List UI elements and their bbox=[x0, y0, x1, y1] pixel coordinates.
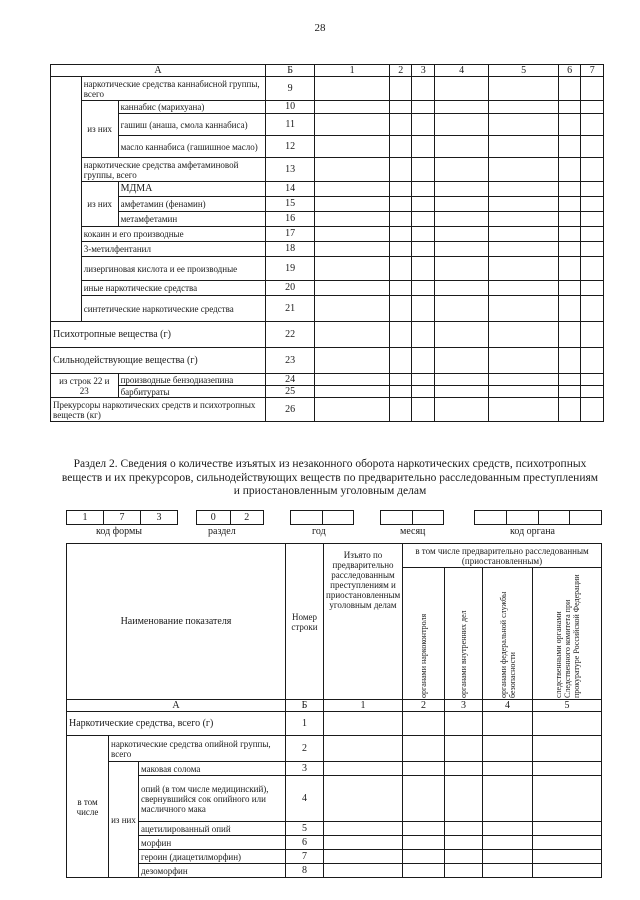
table-section2 bbox=[66, 543, 602, 878]
col-letter-b: Б bbox=[286, 700, 324, 712]
data-cell[interactable] bbox=[315, 374, 390, 386]
row-code: 16 bbox=[266, 212, 315, 227]
row-label: кокаин и его производные bbox=[81, 227, 265, 242]
data-cell[interactable] bbox=[445, 822, 483, 836]
data-cell[interactable] bbox=[558, 242, 581, 257]
data-cell[interactable] bbox=[558, 348, 581, 374]
data-cell[interactable] bbox=[581, 281, 604, 296]
header-row-number: Номер строки bbox=[286, 544, 324, 700]
data-cell[interactable] bbox=[412, 158, 435, 182]
row-code: 21 bbox=[266, 296, 315, 322]
data-cell[interactable] bbox=[403, 836, 445, 850]
data-cell[interactable] bbox=[315, 227, 390, 242]
data-cell[interactable] bbox=[434, 398, 488, 422]
col-header-a: А bbox=[51, 65, 266, 77]
data-cell[interactable] bbox=[403, 864, 445, 878]
data-cell[interactable] bbox=[581, 374, 604, 386]
form-code-digit: 7 bbox=[104, 511, 141, 524]
row-code: 7 bbox=[286, 850, 324, 864]
form-code-boxes[interactable] bbox=[66, 510, 178, 525]
header-col-internal-affairs: органами внутренних дел bbox=[459, 609, 468, 698]
data-cell[interactable] bbox=[434, 322, 488, 348]
data-cell[interactable] bbox=[434, 158, 488, 182]
data-cell[interactable] bbox=[445, 850, 483, 864]
data-cell[interactable] bbox=[412, 296, 435, 322]
row-label: опий (в том числе медицинский), свернувшийся сок опийного или масличного мака bbox=[139, 776, 286, 822]
data-cell[interactable] bbox=[533, 736, 602, 762]
row-code: 15 bbox=[266, 197, 315, 212]
data-cell[interactable] bbox=[412, 227, 435, 242]
row-label: синтетические наркотические средства bbox=[81, 296, 265, 322]
row-code: 12 bbox=[266, 136, 315, 158]
data-cell[interactable] bbox=[389, 197, 412, 212]
row-code: 17 bbox=[266, 227, 315, 242]
month-digit bbox=[381, 511, 413, 524]
row-code: 20 bbox=[266, 281, 315, 296]
data-cell[interactable] bbox=[412, 386, 435, 398]
v-tom-chisle-label: в том числе bbox=[67, 736, 109, 878]
data-cell[interactable] bbox=[315, 348, 390, 374]
header-col-fsb: органами федеральной службы безопасности bbox=[498, 591, 517, 698]
data-cell[interactable] bbox=[412, 182, 435, 197]
year-label: год bbox=[312, 526, 326, 537]
data-cell[interactable] bbox=[581, 296, 604, 322]
col-letter-5: 5 bbox=[533, 700, 602, 712]
data-cell[interactable] bbox=[403, 762, 445, 776]
data-cell[interactable] bbox=[489, 136, 559, 158]
data-cell[interactable] bbox=[389, 227, 412, 242]
organ-code-digit bbox=[539, 511, 571, 524]
data-cell[interactable] bbox=[412, 136, 435, 158]
row-code: 6 bbox=[286, 836, 324, 850]
data-cell[interactable] bbox=[403, 850, 445, 864]
row-label: каннабис (марихуана) bbox=[118, 101, 265, 114]
data-cell[interactable] bbox=[445, 776, 483, 822]
data-cell[interactable] bbox=[558, 158, 581, 182]
data-cell[interactable] bbox=[324, 864, 403, 878]
data-cell[interactable] bbox=[389, 398, 412, 422]
row-code: 22 bbox=[266, 322, 315, 348]
data-cell[interactable] bbox=[581, 212, 604, 227]
data-cell[interactable] bbox=[434, 386, 488, 398]
col-letter-4: 4 bbox=[483, 700, 533, 712]
data-cell[interactable] bbox=[389, 101, 412, 114]
data-cell[interactable] bbox=[315, 158, 390, 182]
data-cell[interactable] bbox=[434, 77, 488, 101]
data-cell[interactable] bbox=[412, 212, 435, 227]
row-code: 1 bbox=[286, 712, 324, 736]
data-cell[interactable] bbox=[412, 374, 435, 386]
form-code-digit: 1 bbox=[67, 511, 104, 524]
row-label: 3-метилфентанил bbox=[81, 242, 265, 257]
month-digit bbox=[413, 511, 444, 524]
data-cell[interactable] bbox=[315, 398, 390, 422]
row-label: производные бензодиазепина bbox=[118, 374, 265, 386]
data-cell[interactable] bbox=[434, 101, 488, 114]
row-label: лизергиновая кислота и ее производные bbox=[81, 257, 265, 281]
data-cell[interactable] bbox=[389, 212, 412, 227]
data-cell[interactable] bbox=[581, 136, 604, 158]
row-label: барбитураты bbox=[118, 386, 265, 398]
iz-nih-label: из них bbox=[81, 182, 118, 227]
section2-title: Раздел 2. Сведения о количестве изъятых из незаконного оборота наркотических средств, психотропных веществ и их прекурсоров, сильнодействующих веществ по предварительно расследованным преступлениям и приостановленным уголовным делам bbox=[61, 458, 599, 497]
data-cell[interactable] bbox=[389, 158, 412, 182]
col-letter-a: А bbox=[67, 700, 286, 712]
data-cell[interactable] bbox=[558, 197, 581, 212]
data-cell[interactable] bbox=[489, 374, 559, 386]
data-cell[interactable] bbox=[315, 386, 390, 398]
data-cell[interactable] bbox=[581, 257, 604, 281]
data-cell[interactable] bbox=[434, 242, 488, 257]
data-cell[interactable] bbox=[558, 114, 581, 136]
data-cell[interactable] bbox=[434, 114, 488, 136]
data-cell[interactable] bbox=[581, 101, 604, 114]
row-code: 3 bbox=[286, 762, 324, 776]
row-code: 14 bbox=[266, 182, 315, 197]
data-cell[interactable] bbox=[389, 77, 412, 101]
data-cell[interactable] bbox=[403, 776, 445, 822]
data-cell[interactable] bbox=[324, 776, 403, 822]
data-cell[interactable] bbox=[489, 182, 559, 197]
row-code: 19 bbox=[266, 257, 315, 281]
data-cell[interactable] bbox=[412, 197, 435, 212]
row-code: 25 bbox=[266, 386, 315, 398]
data-cell[interactable] bbox=[315, 281, 390, 296]
data-cell[interactable] bbox=[315, 101, 390, 114]
section-code-digit: 0 bbox=[197, 511, 231, 524]
row-code: 10 bbox=[266, 101, 315, 114]
data-cell[interactable] bbox=[315, 114, 390, 136]
row-code: 18 bbox=[266, 242, 315, 257]
data-cell[interactable] bbox=[489, 398, 559, 422]
data-cell[interactable] bbox=[483, 762, 533, 776]
data-cell[interactable] bbox=[324, 822, 403, 836]
data-cell[interactable] bbox=[558, 212, 581, 227]
col-header-7: 7 bbox=[581, 65, 604, 77]
data-cell[interactable] bbox=[434, 227, 488, 242]
data-cell[interactable] bbox=[533, 836, 602, 850]
iz-nih-label: из них bbox=[81, 101, 118, 158]
data-cell[interactable] bbox=[483, 836, 533, 850]
form-code-digit: 3 bbox=[156, 512, 162, 523]
data-cell[interactable] bbox=[412, 101, 435, 114]
col-header-1: 1 bbox=[315, 65, 390, 77]
row-code: 24 bbox=[266, 374, 315, 386]
data-cell[interactable] bbox=[389, 257, 412, 281]
data-cell[interactable] bbox=[489, 257, 559, 281]
data-cell[interactable] bbox=[581, 114, 604, 136]
row-code: 2 bbox=[286, 736, 324, 762]
data-cell[interactable] bbox=[558, 101, 581, 114]
data-cell[interactable] bbox=[558, 227, 581, 242]
row-code: 23 bbox=[266, 348, 315, 374]
data-cell[interactable] bbox=[315, 77, 390, 101]
data-cell[interactable] bbox=[403, 712, 445, 736]
data-cell[interactable] bbox=[389, 242, 412, 257]
row-label: гашиш (анаша, смола каннабиса) bbox=[118, 114, 265, 136]
row-label: масло каннабиса (гашишное масло) bbox=[118, 136, 265, 158]
data-cell[interactable] bbox=[434, 197, 488, 212]
data-cell[interactable] bbox=[324, 712, 403, 736]
col-letter-1: 1 bbox=[324, 700, 403, 712]
data-cell[interactable] bbox=[315, 136, 390, 158]
month-label: месяц bbox=[400, 526, 426, 537]
data-cell[interactable] bbox=[581, 227, 604, 242]
data-cell[interactable] bbox=[324, 762, 403, 776]
data-cell[interactable] bbox=[533, 822, 602, 836]
section-code-digit: 2 bbox=[244, 512, 250, 523]
data-cell[interactable] bbox=[434, 182, 488, 197]
row-code: 5 bbox=[286, 822, 324, 836]
row-label: дезоморфин bbox=[139, 864, 286, 878]
data-cell[interactable] bbox=[324, 850, 403, 864]
data-cell[interactable] bbox=[434, 281, 488, 296]
data-cell[interactable] bbox=[533, 776, 602, 822]
row-label: Наркотические средства, всего (г) bbox=[67, 712, 286, 736]
col-header-2: 2 bbox=[389, 65, 412, 77]
header-seized: Изъято по предварительно расследованным преступлениям и приостановленным уголовным делам bbox=[324, 544, 403, 700]
data-cell[interactable] bbox=[412, 281, 435, 296]
data-cell[interactable] bbox=[483, 850, 533, 864]
data-cell[interactable] bbox=[581, 182, 604, 197]
data-cell[interactable] bbox=[558, 386, 581, 398]
data-cell[interactable] bbox=[581, 242, 604, 257]
data-cell[interactable] bbox=[412, 257, 435, 281]
data-cell[interactable] bbox=[489, 322, 559, 348]
month-boxes[interactable] bbox=[380, 510, 444, 525]
data-cell[interactable] bbox=[324, 736, 403, 762]
row-label: иные наркотические средства bbox=[81, 281, 265, 296]
data-cell[interactable] bbox=[483, 864, 533, 878]
data-cell[interactable] bbox=[558, 136, 581, 158]
organ-code-boxes[interactable] bbox=[474, 510, 602, 525]
section-code-label: раздел bbox=[208, 526, 236, 537]
table-section1-continued bbox=[50, 64, 604, 422]
row-label: ацетилированный опий bbox=[139, 822, 286, 836]
row-label: наркотические средства амфетаминовой группы, всего bbox=[81, 158, 265, 182]
data-cell[interactable] bbox=[412, 114, 435, 136]
form-code-label: код формы bbox=[96, 526, 143, 537]
row-label: морфин bbox=[139, 836, 286, 850]
data-cell[interactable] bbox=[558, 257, 581, 281]
data-cell[interactable] bbox=[489, 77, 559, 101]
data-cell[interactable] bbox=[581, 386, 604, 398]
data-cell[interactable] bbox=[434, 296, 488, 322]
data-cell[interactable] bbox=[389, 114, 412, 136]
data-cell[interactable] bbox=[483, 736, 533, 762]
year-digit bbox=[323, 511, 354, 524]
year-digit bbox=[291, 511, 323, 524]
organ-code-digit bbox=[570, 511, 601, 524]
data-cell[interactable] bbox=[489, 114, 559, 136]
data-cell[interactable] bbox=[412, 322, 435, 348]
data-cell[interactable] bbox=[489, 212, 559, 227]
organ-code-label: код органа bbox=[510, 526, 555, 537]
organ-code-digit bbox=[507, 511, 539, 524]
data-cell[interactable] bbox=[315, 296, 390, 322]
data-cell[interactable] bbox=[489, 348, 559, 374]
data-cell[interactable] bbox=[581, 158, 604, 182]
header-col-investigative-committee: следственными органами Следственного комитета при прокуратуре Российской Федерации bbox=[553, 573, 581, 698]
data-cell[interactable] bbox=[581, 398, 604, 422]
iz-nih-label: из них bbox=[109, 762, 139, 878]
data-cell[interactable] bbox=[445, 712, 483, 736]
data-cell[interactable] bbox=[581, 348, 604, 374]
data-cell[interactable] bbox=[581, 197, 604, 212]
data-cell[interactable] bbox=[558, 182, 581, 197]
data-cell[interactable] bbox=[483, 776, 533, 822]
header-including: в том числе предварительно расследованным (приостановленным) bbox=[403, 544, 602, 568]
row-code: 26 bbox=[266, 398, 315, 422]
row-label: героин (диацетилморфин) bbox=[139, 850, 286, 864]
data-cell[interactable] bbox=[489, 227, 559, 242]
row-label: Сильнодействующие вещества (г) bbox=[51, 348, 266, 374]
data-cell[interactable] bbox=[483, 712, 533, 736]
indent-cell bbox=[51, 77, 82, 322]
data-cell[interactable] bbox=[315, 322, 390, 348]
section-code-boxes[interactable] bbox=[196, 510, 264, 525]
data-cell[interactable] bbox=[412, 77, 435, 101]
data-cell[interactable] bbox=[389, 374, 412, 386]
data-cell[interactable] bbox=[412, 348, 435, 374]
row-code: 11 bbox=[266, 114, 315, 136]
data-cell[interactable] bbox=[581, 322, 604, 348]
data-cell[interactable] bbox=[533, 864, 602, 878]
data-cell[interactable] bbox=[581, 77, 604, 101]
row-label: метамфетамин bbox=[118, 212, 265, 227]
data-cell[interactable] bbox=[315, 242, 390, 257]
col-header-6: 6 bbox=[558, 65, 581, 77]
data-cell[interactable] bbox=[403, 822, 445, 836]
data-cell[interactable] bbox=[533, 712, 602, 736]
data-cell[interactable] bbox=[434, 374, 488, 386]
col-letter-2: 2 bbox=[403, 700, 445, 712]
data-cell[interactable] bbox=[533, 762, 602, 776]
data-cell[interactable] bbox=[489, 101, 559, 114]
data-cell[interactable] bbox=[434, 348, 488, 374]
organ-code-digit bbox=[475, 511, 507, 524]
data-cell[interactable] bbox=[315, 257, 390, 281]
data-cell[interactable] bbox=[389, 348, 412, 374]
data-cell[interactable] bbox=[533, 850, 602, 864]
data-cell[interactable] bbox=[445, 864, 483, 878]
row-label: наркотические средства каннабисной группы, всего bbox=[81, 77, 265, 101]
iz-strok-label: из строк 22 и 23 bbox=[51, 374, 119, 398]
data-cell[interactable] bbox=[389, 182, 412, 197]
data-cell[interactable] bbox=[558, 77, 581, 101]
data-cell[interactable] bbox=[558, 398, 581, 422]
data-cell[interactable] bbox=[389, 281, 412, 296]
data-cell[interactable] bbox=[489, 386, 559, 398]
data-cell[interactable] bbox=[489, 158, 559, 182]
data-cell[interactable] bbox=[324, 836, 403, 850]
data-cell[interactable] bbox=[389, 322, 412, 348]
col-header-3: 3 bbox=[412, 65, 435, 77]
col-header-b: Б bbox=[266, 65, 315, 77]
data-cell[interactable] bbox=[445, 836, 483, 850]
data-cell[interactable] bbox=[434, 257, 488, 281]
data-cell[interactable] bbox=[412, 398, 435, 422]
data-cell[interactable] bbox=[315, 182, 390, 197]
data-cell[interactable] bbox=[558, 374, 581, 386]
data-cell[interactable] bbox=[389, 296, 412, 322]
data-cell[interactable] bbox=[315, 197, 390, 212]
data-cell[interactable] bbox=[489, 281, 559, 296]
col-header-4: 4 bbox=[434, 65, 488, 77]
data-cell[interactable] bbox=[389, 136, 412, 158]
data-cell[interactable] bbox=[489, 242, 559, 257]
data-cell[interactable] bbox=[558, 281, 581, 296]
row-label: маковая солома bbox=[139, 762, 286, 776]
data-cell[interactable] bbox=[403, 736, 445, 762]
row-label: Прекурсоры наркотических средств и психотропных веществ (кг) bbox=[51, 398, 266, 422]
data-cell[interactable] bbox=[558, 322, 581, 348]
row-code: 4 bbox=[286, 776, 324, 822]
data-cell[interactable] bbox=[412, 242, 435, 257]
data-cell[interactable] bbox=[489, 197, 559, 212]
col-header-5: 5 bbox=[489, 65, 559, 77]
data-cell[interactable] bbox=[434, 212, 488, 227]
page-number: 28 bbox=[314, 22, 326, 34]
data-cell[interactable] bbox=[389, 386, 412, 398]
data-cell[interactable] bbox=[445, 762, 483, 776]
header-indicator-name: Наименование показателя bbox=[67, 544, 286, 700]
year-boxes[interactable] bbox=[290, 510, 354, 525]
row-label: наркотические средства опийной группы, всего bbox=[109, 736, 286, 762]
data-cell[interactable] bbox=[483, 822, 533, 836]
row-code: 13 bbox=[266, 158, 315, 182]
data-cell[interactable] bbox=[445, 736, 483, 762]
row-label: амфетамин (фенамин) bbox=[118, 197, 265, 212]
col-letter-3: 3 bbox=[445, 700, 483, 712]
data-cell[interactable] bbox=[558, 296, 581, 322]
header-col-narcocontrol: органами наркоконтроля bbox=[419, 613, 428, 698]
row-code: 8 bbox=[286, 864, 324, 878]
row-label: Психотропные вещества (г) bbox=[51, 322, 266, 348]
data-cell[interactable] bbox=[489, 296, 559, 322]
row-code: 9 bbox=[266, 77, 315, 101]
data-cell[interactable] bbox=[434, 136, 488, 158]
data-cell[interactable] bbox=[315, 212, 390, 227]
row-label: МДМА bbox=[118, 182, 265, 197]
